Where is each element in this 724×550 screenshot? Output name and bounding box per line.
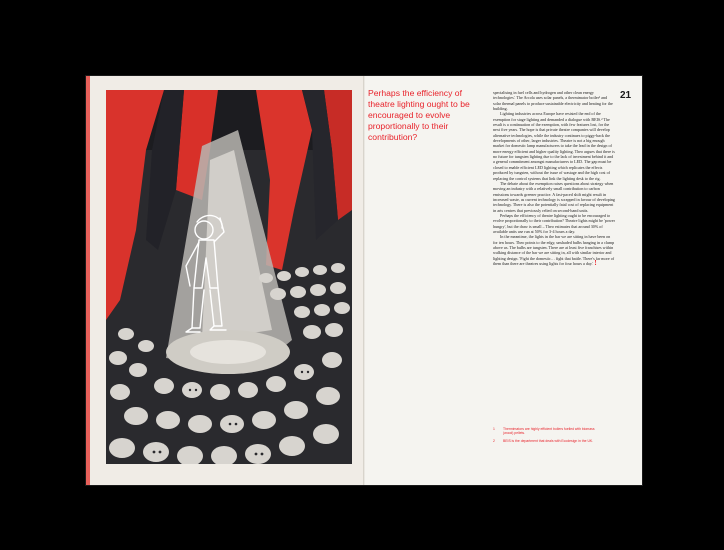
illustration-artwork [106,90,352,464]
stage-illustration [106,90,352,464]
paragraph: Perhaps the efficiency of theatre lighting ought to be encouraged to evolve proportionally to their contribution? Theatre lights might be 'power hungry', but the draw is small – Theo estimates that around 30% of available units use run at 50% for 3-4 hours a day. [493,212,615,234]
paragraph: The debate about the exemption raises questions about strategy when moving an industry with a relatively small contribution to carbon emissions towards greener practice. A fast-paced shift might result in increased waste, as current technology is scrapped in favour of developing technology. There is also the potentially fatal cost of replacing equipment in arts centres that previously relied on second-hand units. [493,180,615,213]
paragraph [493,234,615,266]
paragraph-text: In the meantime, the lights in the bar we are sitting in have been on for ten hours. Theo points to the edgy, unshaded bulbs hanging in a clump above us. The bulbs are tungsten. There are at least five franchises within walking distance of the bar we are sitting in, all with similar interior and lighting design. 'Fight the domestic… fight that battle. There's far more of them than there are theatres using lights for four hours a day.' [493,234,615,266]
end-mark: ! [594,259,597,267]
footnote [493,439,603,443]
footnote-text: Thermimators are highly efficient boilers fuelled with biomass (wood) pellets. [503,427,595,436]
page-number: 21 [620,90,632,101]
footnote-text: BEIS is the department that deals with Ecodesign in the UK. [503,438,594,443]
article-body [493,90,615,266]
footnote-number: 1 [493,427,495,431]
paragraph: Lighting industries across Europe have resisted the end of the exemption for stage lighting and demanded a dialogue with BEIS.² The result is a continuation of the exemption, with few features lost, for the next five years. The hope is that private theatre companies will develop alternative technologies, while the industry continues to piggy-back the developments of other, larger industries. Theatre is not a big enough market for domestic lamp manufacturers to take the lead in the design of more energy efficient and higher quality lighting. Theo argues that there is no future for tungsten lighting due to the lack of investment behind it and a general commitment amongst manufacturers to LED. The gap must be closed to enable efficient LED lighting which replicates the effects produced by tungsten, without the issue of wastage and the high cost of replacing the control systems that link the lighting desk to the rig. [493,111,615,181]
right-page [365,76,642,485]
footnote-number: 2 [493,438,495,443]
paragraph: specialising in fuel cells and hydrogen and other clean energy technologies'. The Arcola uses solar panels, a thermimator boiler¹ and solar thermal panels to produce sustainable electricity and heating for the building. [493,90,613,112]
pull-quote: Perhaps the efficiency of theatre lighting ought to be encouraged to evolve proportionally to their contribution? [368,88,470,142]
magazine-spread [86,76,642,485]
page-edge-accent [86,76,90,485]
footnote [493,427,603,436]
footnotes [493,427,603,446]
left-page [86,76,363,485]
